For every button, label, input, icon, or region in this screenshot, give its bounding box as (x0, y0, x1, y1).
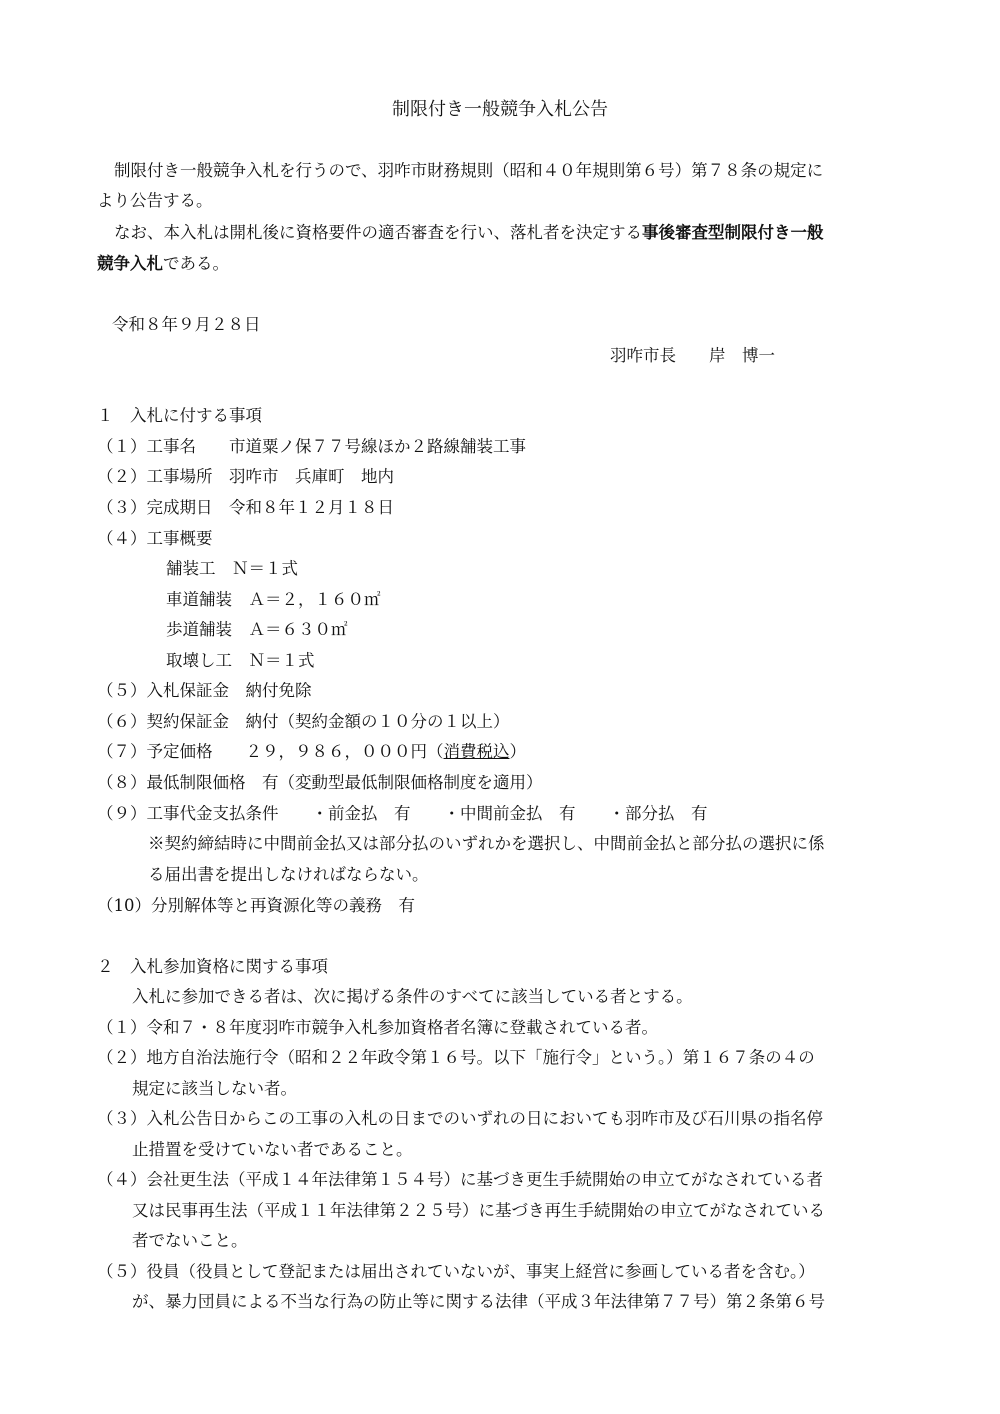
section-1-item-8: （８）最低制限価格 有（変動型最低制限価格制度を適用） (97, 773, 543, 792)
section-2-item-4-line-3: 者でないこと。 (132, 1231, 248, 1250)
tax-included-note: 消費税込 (443, 742, 510, 761)
section-2-heading: ２ 入札参加資格に関する事項 (97, 957, 328, 976)
section-1-item: （４）工事概要 (97, 529, 213, 548)
section-2-item-5-line-1: （５）役員（役員として登記または届出されていないが、事実上経営に参画している者を含む。） (97, 1262, 815, 1281)
section-1-item-6: （６）契約保証金 納付（契約金額の１０分の１以上） (97, 712, 510, 731)
payment-note-line-2: る届出書を提出しなければならない。 (148, 865, 429, 884)
section-1-item-5: （５）入札保証金 納付免除 (97, 681, 312, 700)
section-2-item-4-line-2: 又は民事再生法（平成１１年法律第２２５号）に基づき再生手続開始の申立てがなされている (132, 1201, 825, 1220)
mayor-signature: 羽咋市長 岸 博一 (610, 346, 775, 365)
section-1-heading: １ 入札に付する事項 (97, 406, 262, 425)
section-1-item-9: （９）工事代金支払条件 ・前金払 有 ・中間前金払 有 ・部分払 有 (97, 804, 708, 823)
overview-entry: 車道舗装 Ａ＝２，１６０㎡ (166, 590, 381, 609)
document-title: 制限付き一般競争入札公告 (392, 99, 608, 120)
section-1-item-10: （10）分別解体等と再資源化等の義務 有 (97, 896, 415, 915)
notice-date: 令和８年９月２８日 (112, 315, 261, 334)
section-2-item-1: （１）令和７・８年度羽咋市競争入札参加資格者名簿に登載されている者。 (97, 1018, 658, 1037)
payment-note-line-1: ※契約締結時に中間前金払又は部分払のいずれかを選択し、中間前金払と部分払の選択に係 (148, 834, 825, 853)
scheduled-price-text: （７）予定価格 ２９，９８６，０００円（ (97, 742, 444, 761)
intro-p2-suffix: である。 (163, 254, 229, 273)
scheduled-price-close: ） (509, 742, 526, 761)
section-1-item-7 (97, 741, 526, 763)
section-2-item-5-line-2: が、暴力団員による不当な行為の防止等に関する法律（平成３年法律第７７号）第２条第６号 (132, 1292, 825, 1311)
section-2-lead: 入札に参加できる者は、次に掲げる条件のすべてに該当している者とする。 (132, 987, 693, 1006)
section-2-item-2-line-2: 規定に該当しない者。 (132, 1079, 297, 1098)
section-1-item: （２）工事場所 羽咋市 兵庫町 地内 (97, 467, 394, 486)
intro-paragraph-2-line-2 (97, 253, 229, 275)
section-2-item-3-line-1: （３）入札公告日からこの工事の入札の日までのいずれの日においても羽咋市及び石川県の指名停 (97, 1109, 823, 1128)
intro-p2-bold-text: 事後審査型制限付き一般 (642, 223, 824, 242)
intro-paragraph-1-line-2: より公告する。 (97, 191, 213, 210)
section-1-item: （３）完成期日 令和８年１２月１８日 (97, 498, 394, 517)
intro-paragraph-1-line-1: 制限付き一般競争入札を行うので、羽咋市財務規則（昭和４０年規則第６号）第７８条の規定に (114, 161, 824, 180)
section-2-item-4-line-1: （４）会社更生法（平成１４年法律第１５４号）に基づき更生手続開始の申立てがなされている者 (97, 1170, 823, 1189)
section-2-item-2-line-1: （２）地方自治法施行令（昭和２２年政令第１６号。以下「施行令」という。）第１６７条の４の (97, 1048, 815, 1067)
overview-entry: 舗装工 Ｎ＝１式 (166, 559, 298, 578)
overview-entry: 歩道舗装 Ａ＝６３０㎡ (166, 620, 348, 639)
intro-paragraph-2-line-1 (114, 222, 824, 244)
section-2-item-3-line-2: 止措置を受けていない者であること。 (132, 1140, 413, 1159)
intro-p2-bold-text-2: 競争入札 (97, 254, 163, 273)
section-1-item: （１）工事名 市道粟ノ保７７号線ほか２路線舗装工事 (97, 437, 526, 456)
intro-p2-text: なお、本入札は開札後に資格要件の適否審査を行い、落札者を決定する (114, 223, 642, 242)
overview-entry: 取壊し工 Ｎ＝１式 (166, 651, 315, 670)
